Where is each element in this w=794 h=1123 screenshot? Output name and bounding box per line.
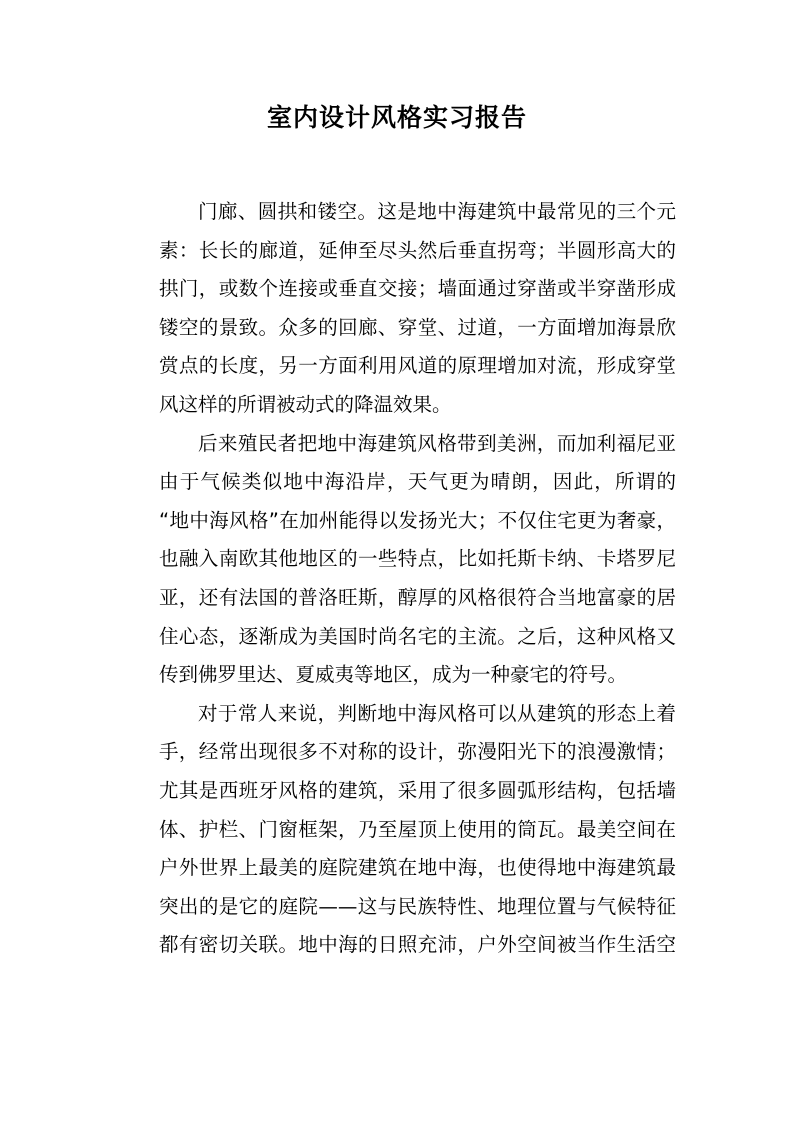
text-line: 拱门，或数个连接或垂直交接；墙面通过穿凿或半穿凿形成 [159, 277, 676, 301]
text-line: “地中海风格”在加州能得以发扬光大；不仅住宅更为奢豪， [159, 508, 676, 532]
text-line: 尤其是西班牙风格的建筑，采用了很多圆弧形结构，包括墙 [159, 778, 676, 802]
paragraph-2 [120, 425, 676, 695]
text-line: 户外世界上最美的庭院建筑在地中海，也使得地中海建筑最 [159, 856, 676, 880]
text-line: 都有密切关联。地中海的日照充沛，户外空间被当作生活空 [159, 933, 676, 957]
text-line: 后来殖民者把地中海建筑风格带到美洲，而加利福尼亚 [198, 431, 676, 455]
paragraph-3 [120, 695, 676, 965]
text-line: 手，经常出现很多不对称的设计，弥漫阳光下的浪漫激情； [159, 740, 676, 764]
document-title: 室内设计风格实习报告 [266, 103, 527, 132]
paragraph-1 [120, 193, 676, 425]
text-line: 突出的是它的庭院——这与民族特性、地理位置与气候特征 [159, 894, 676, 918]
text-line: 亚，还有法国的普洛旺斯，醇厚的风格很符合当地富豪的居 [159, 585, 676, 609]
text-line: 由于气候类似地中海沿岸，天气更为晴朗，因此，所谓的 [159, 470, 676, 494]
text-line: 也融入南欧其他地区的一些特点，比如托斯卡纳、卡塔罗尼 [159, 547, 676, 571]
text-line: 住心态，逐渐成为美国时尚名宅的主流。之后，这种风格又 [159, 624, 676, 648]
text-line: 对于常人来说，判断地中海风格可以从建筑的形态上着 [198, 701, 676, 725]
text-line: 赏点的长度，另一方面利用风道的原理增加对流，形成穿堂 [159, 354, 676, 378]
text-line: 门廊、圆拱和镂空。这是地中海建筑中最常见的三个元 [198, 200, 676, 223]
text-line: 风这样的所谓被动式的降温效果。 [159, 392, 452, 416]
text-line: 素：长长的廊道，延伸至尽头然后垂直拐弯；半圆形高大的 [159, 238, 676, 262]
text-line: 体、护栏、门窗框架，乃至屋顶上使用的筒瓦。最美空间在 [159, 817, 676, 841]
text-line: 传到佛罗里达、夏威夷等地区，成为一种豪宅的符号。 [159, 663, 628, 687]
document-body [120, 193, 676, 965]
text-line: 镂空的景致。众多的回廊、穿堂、过道，一方面增加海景欣 [159, 315, 676, 339]
